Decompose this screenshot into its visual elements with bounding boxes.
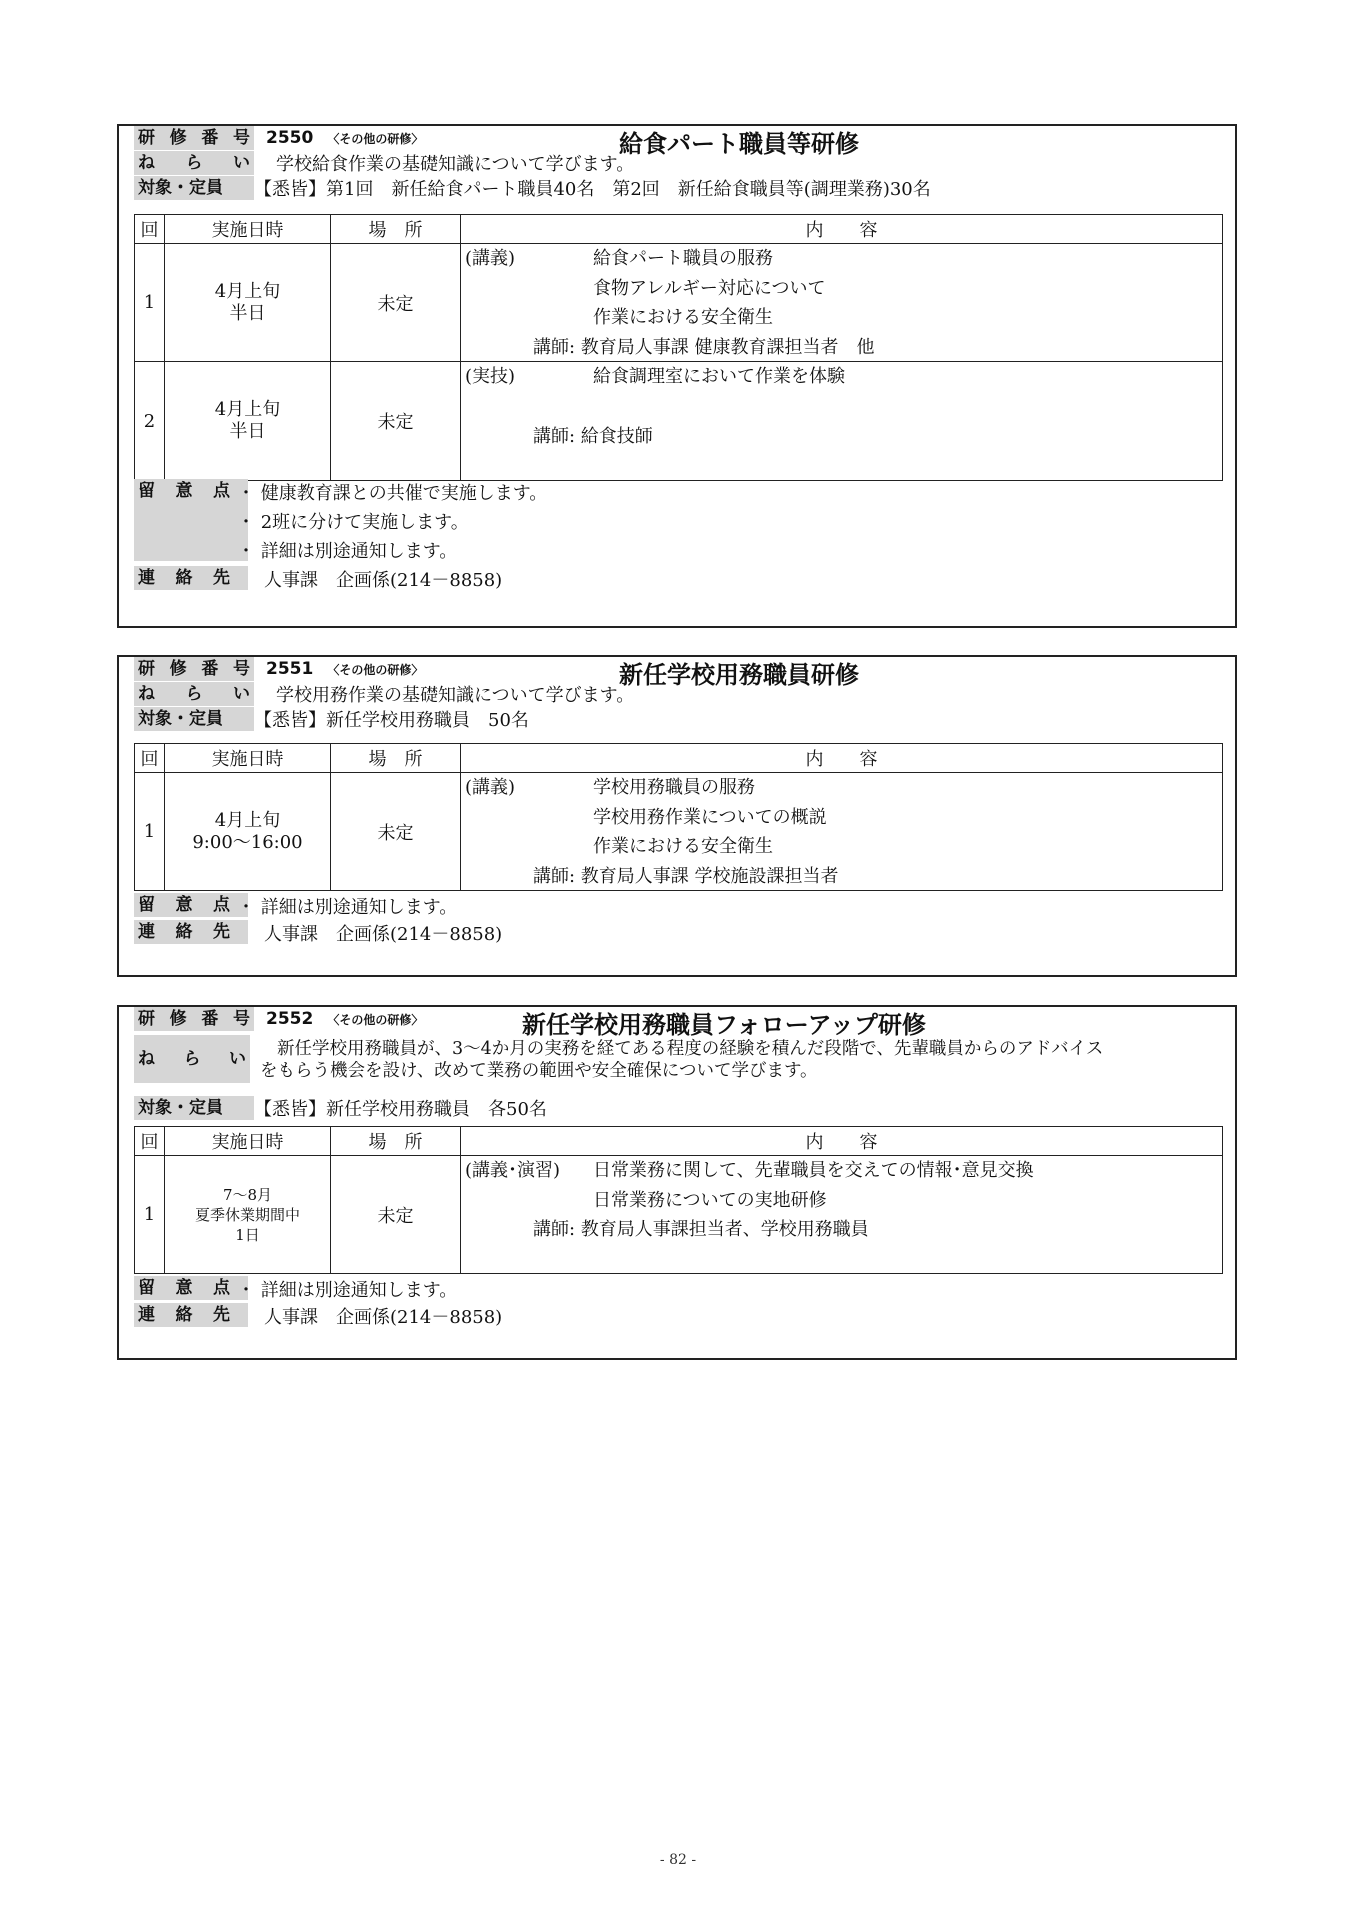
- course-title: 給食パート職員等研修: [619, 130, 859, 158]
- contact-text: 人事課 企画係(214－8858): [264, 924, 503, 945]
- session-date-line: 半日: [229, 302, 266, 324]
- target-text: 【悉皆】第1回 新任給食パート職員40名 第2回 新任給食職員等(調理業務)30名: [254, 179, 931, 200]
- course-card-2552: [117, 1005, 1237, 1360]
- session-item: 学校用務職員の服務: [593, 777, 755, 798]
- target-label: 対象・定員: [134, 707, 254, 731]
- session-place: 未定: [331, 1156, 461, 1274]
- session-content: [461, 244, 1223, 362]
- course-category: 〈その他の研修〉: [327, 131, 424, 146]
- session-content: [461, 362, 1223, 481]
- aim-label: ね ら い: [134, 151, 254, 175]
- session-item: 食物アレルギー対応について: [593, 278, 826, 299]
- session-date: [165, 773, 331, 891]
- header-place: 場 所: [331, 1127, 461, 1156]
- session-item: 作業における安全衛生: [593, 836, 773, 857]
- session-round: 2: [135, 362, 165, 481]
- contact-label: 連 絡 先: [134, 920, 248, 944]
- course-code: 2550: [266, 128, 314, 148]
- note-item: ・ 詳細は別途通知します。: [237, 1280, 458, 1301]
- course-code: 2551: [266, 659, 314, 679]
- target-text: 【悉皆】新任学校用務職員 各50名: [254, 1099, 547, 1120]
- header-round: 回: [135, 744, 165, 773]
- header-place: 場 所: [331, 215, 461, 244]
- header-date: 実施日時: [165, 215, 331, 244]
- schedule-table: [134, 214, 1223, 481]
- session-round: 1: [135, 773, 165, 891]
- session-place: 未定: [331, 244, 461, 362]
- target-label: 対象・定員: [134, 176, 254, 200]
- course-category: 〈その他の研修〉: [327, 662, 424, 677]
- session-date-line: 1日: [235, 1225, 260, 1244]
- note-item: ・ 詳細は別途通知します。: [237, 897, 458, 918]
- header-content: 内 容: [461, 1127, 1223, 1156]
- table-header-row: [135, 744, 1223, 773]
- course-number-row: [134, 657, 423, 681]
- aim-text-line: 新任学校用務職員が、3～4か月の実務を経てある程度の経験を積んだ段階で、先輩職員からのアドバイス: [277, 1039, 1104, 1059]
- contact-text: 人事課 企画係(214－8858): [264, 1307, 503, 1328]
- session-date-line: 9:00～16:00: [192, 831, 303, 853]
- course-card-2550: [117, 124, 1237, 628]
- session-date: [165, 362, 331, 481]
- session-item: 学校用務作業についての概説: [593, 807, 827, 828]
- session-content: [461, 1156, 1223, 1274]
- course-title: 新任学校用務職員研修: [619, 661, 859, 689]
- session-date-line: 4月上旬: [214, 399, 281, 420]
- schedule-table: [134, 1126, 1223, 1274]
- session-item: 給食パート職員の服務: [593, 248, 773, 269]
- session-lecturer: 講師: 教育局人事課担当者、学校用務職員: [533, 1219, 869, 1240]
- aim-label: ね ら い: [134, 1035, 250, 1083]
- table-row: [135, 362, 1223, 481]
- table-header-row: [135, 1127, 1223, 1156]
- session-date-line: 半日: [229, 421, 266, 442]
- target-row: [134, 176, 931, 200]
- session-date: [165, 244, 331, 362]
- course-category: 〈その他の研修〉: [327, 1012, 424, 1027]
- session-date: [165, 1156, 331, 1274]
- table-row: [135, 244, 1223, 362]
- session-lecturer: 講師: 給食技師: [533, 426, 653, 447]
- session-date-line: 4月上旬: [214, 809, 281, 831]
- target-text: 【悉皆】新任学校用務職員 50名: [254, 710, 529, 731]
- contact-label: 連 絡 先: [134, 566, 248, 590]
- aim-text-line: をもらう機会を設け、改めて業務の範囲や安全確保について学びます。: [260, 1061, 818, 1081]
- session-type: (講義): [465, 777, 516, 798]
- session-type: (実技): [465, 366, 516, 387]
- notes-label: 留 意 点: [134, 1276, 248, 1300]
- course-number-label: 研 修 番 号: [134, 1007, 254, 1031]
- header-content: 内 容: [461, 744, 1223, 773]
- note-item: ・ 健康教育課との共催で実施します。: [237, 483, 548, 504]
- session-date-line: 7～8月: [222, 1185, 273, 1204]
- session-date-line: 4月上旬: [214, 280, 281, 302]
- aim-row: [134, 682, 634, 706]
- session-content: [461, 773, 1223, 891]
- course-title: 新任学校用務職員フォローアップ研修: [522, 1011, 926, 1039]
- header-date: 実施日時: [165, 1127, 331, 1156]
- session-date-line: 夏季休業期間中: [194, 1205, 300, 1224]
- session-lecturer: 講師: 教育局人事課 学校施設課担当者: [533, 866, 839, 887]
- session-item: 給食調理室において作業を体験: [593, 366, 845, 387]
- table-row: [135, 773, 1223, 891]
- session-round: 1: [135, 244, 165, 362]
- header-content: 内 容: [461, 215, 1223, 244]
- schedule-table: [134, 743, 1223, 891]
- target-row: [134, 707, 529, 731]
- course-number-row: [134, 126, 423, 150]
- session-type: (講義): [465, 248, 516, 269]
- course-card-2551: [117, 655, 1237, 977]
- session-item: 日常業務についての実地研修: [593, 1190, 827, 1211]
- table-row: [135, 1156, 1223, 1274]
- aim-row: [134, 151, 634, 175]
- header-date: 実施日時: [165, 744, 331, 773]
- page-number: - 82 -: [659, 1852, 697, 1868]
- course-code: 2552: [266, 1009, 314, 1029]
- session-lecturer: 講師: 教育局人事課 健康教育課担当者 他: [533, 337, 875, 358]
- session-round: 1: [135, 1156, 165, 1274]
- aim-text: 学校用務作業の基礎知識について学びます。: [276, 685, 635, 706]
- contact-label: 連 絡 先: [134, 1303, 248, 1327]
- contact-text: 人事課 企画係(214－8858): [264, 570, 503, 591]
- header-place: 場 所: [331, 744, 461, 773]
- session-place: 未定: [331, 362, 461, 481]
- header-round: 回: [135, 1127, 165, 1156]
- header-round: 回: [135, 215, 165, 244]
- session-place: 未定: [331, 773, 461, 891]
- course-number-label: 研 修 番 号: [134, 657, 254, 681]
- notes-label: 留 意 点: [134, 479, 248, 561]
- note-item: ・ 2班に分けて実施します。: [237, 512, 469, 533]
- notes-label: 留 意 点: [134, 893, 248, 917]
- target-label: 対象・定員: [134, 1096, 254, 1120]
- table-header-row: [135, 215, 1223, 244]
- session-item: 日常業務に関して、先輩職員を交えての情報･意見交換: [593, 1160, 1034, 1181]
- aim-label: ね ら い: [134, 682, 254, 706]
- course-number-label: 研 修 番 号: [134, 126, 254, 150]
- session-item: 作業における安全衛生: [593, 307, 773, 328]
- aim-text: 学校給食作業の基礎知識について学びます。: [276, 154, 635, 175]
- session-type: (講義･演習): [465, 1160, 561, 1181]
- target-row: [134, 1096, 547, 1120]
- note-item: ・ 詳細は別途通知します。: [237, 541, 458, 562]
- course-number-row: [134, 1007, 423, 1031]
